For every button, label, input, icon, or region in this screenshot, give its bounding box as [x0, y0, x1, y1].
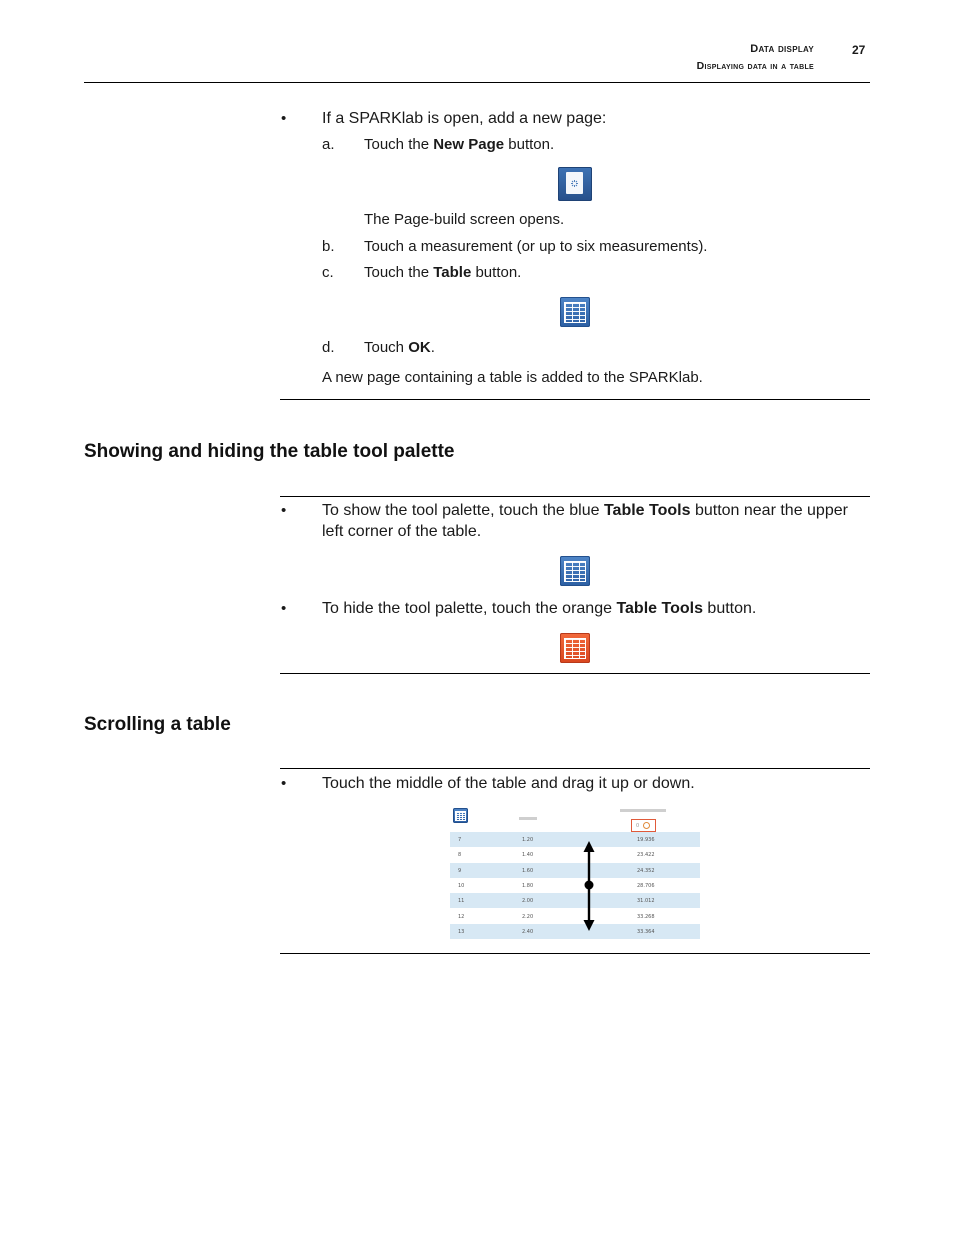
table-cell: 9: [458, 867, 462, 874]
table-row: [450, 832, 700, 847]
table-cell: 1.20: [522, 837, 534, 843]
table-cell: 2.00: [522, 898, 534, 905]
step-a-text: Touch the New Page button.: [364, 136, 555, 153]
bullet-dot: •: [281, 775, 287, 792]
step-letter-d: d.: [322, 339, 335, 356]
step-b-text: Touch a measurement (or up to six measurements).: [364, 238, 708, 255]
section-heading-tool-palette: Showing and hiding the table tool palette: [84, 441, 455, 462]
running-header-section: Displaying data in a table: [696, 60, 814, 72]
table-cell: 1.60: [522, 867, 534, 874]
table-cell: 12: [458, 913, 465, 920]
table-cell: 24.352: [637, 867, 655, 874]
table-row: [450, 893, 700, 908]
header-rule: [84, 82, 870, 83]
new-page-icon[interactable]: [558, 167, 592, 201]
table-button-icon[interactable]: [560, 297, 590, 327]
column-header-bar: [620, 809, 666, 812]
table-row: [450, 878, 700, 893]
table-screenshot: [448, 805, 702, 945]
table-cell: 1.40: [522, 852, 534, 859]
table-tools-blue-icon[interactable]: [453, 808, 468, 823]
step-letter-a: a.: [322, 136, 335, 153]
intro-end-rule: [280, 399, 870, 400]
column-header-bar: [519, 817, 537, 820]
scroll-instruction-text: Touch the middle of the table and drag it up or down.: [322, 775, 695, 792]
table-cell: 13: [458, 928, 465, 935]
table-tools-orange-icon[interactable]: [560, 633, 590, 663]
section2-top-rule: [280, 768, 870, 769]
result-text: A new page containing a table is added to the SPARKlab.: [322, 369, 703, 386]
table-cell: 1.80: [522, 882, 534, 889]
table-cell: 10: [458, 882, 465, 889]
table-cell: 8: [458, 852, 462, 859]
table-cell: 33.364: [637, 928, 655, 935]
table-cell: 2.20: [522, 913, 534, 920]
step-letter-c: c.: [322, 264, 334, 281]
table-cell: 33.268: [637, 913, 655, 920]
section2-end-rule: [280, 953, 870, 954]
page-number: 27: [852, 43, 866, 57]
hide-palette-text: To hide the tool palette, touch the orange Table Tools button.: [322, 600, 757, 617]
table-cell: 2.40: [522, 928, 534, 935]
table-row: [450, 863, 700, 878]
bullet-dot: •: [281, 502, 287, 519]
section-heading-scrolling: Scrolling a table: [84, 714, 231, 735]
section1-top-rule: [280, 496, 870, 497]
intro-bullet-text: If a SPARKlab is open, add a new page:: [322, 110, 607, 127]
table-cell: 23.422: [637, 852, 655, 859]
section1-end-rule: [280, 673, 870, 674]
table-row: [450, 847, 700, 862]
bullet-dot: •: [281, 110, 287, 127]
table-cell: 11: [458, 898, 465, 905]
table-cell: 19.936: [637, 837, 655, 843]
table-cell: 28.706: [637, 882, 655, 889]
table-cell: 7: [458, 837, 462, 843]
show-palette-text: To show the tool palette, touch the blue Table Tools button near the upper left corner of the table.: [322, 502, 848, 540]
table-tools-blue-icon[interactable]: [560, 556, 590, 586]
double-arrow-icon: [581, 841, 597, 931]
step-d-text: Touch OK.: [364, 339, 435, 356]
running-header-chapter: Data display: [750, 43, 814, 55]
table-row: [450, 924, 700, 939]
bullet-dot: •: [281, 600, 287, 617]
page-build-note: The Page-build screen opens.: [364, 211, 565, 228]
table-row: [450, 909, 700, 924]
step-c-text: Touch the Table button.: [364, 264, 522, 281]
table-cell: 31.012: [637, 898, 655, 905]
step-letter-b: b.: [322, 238, 335, 255]
unit-selector[interactable]: 0: [631, 819, 656, 832]
